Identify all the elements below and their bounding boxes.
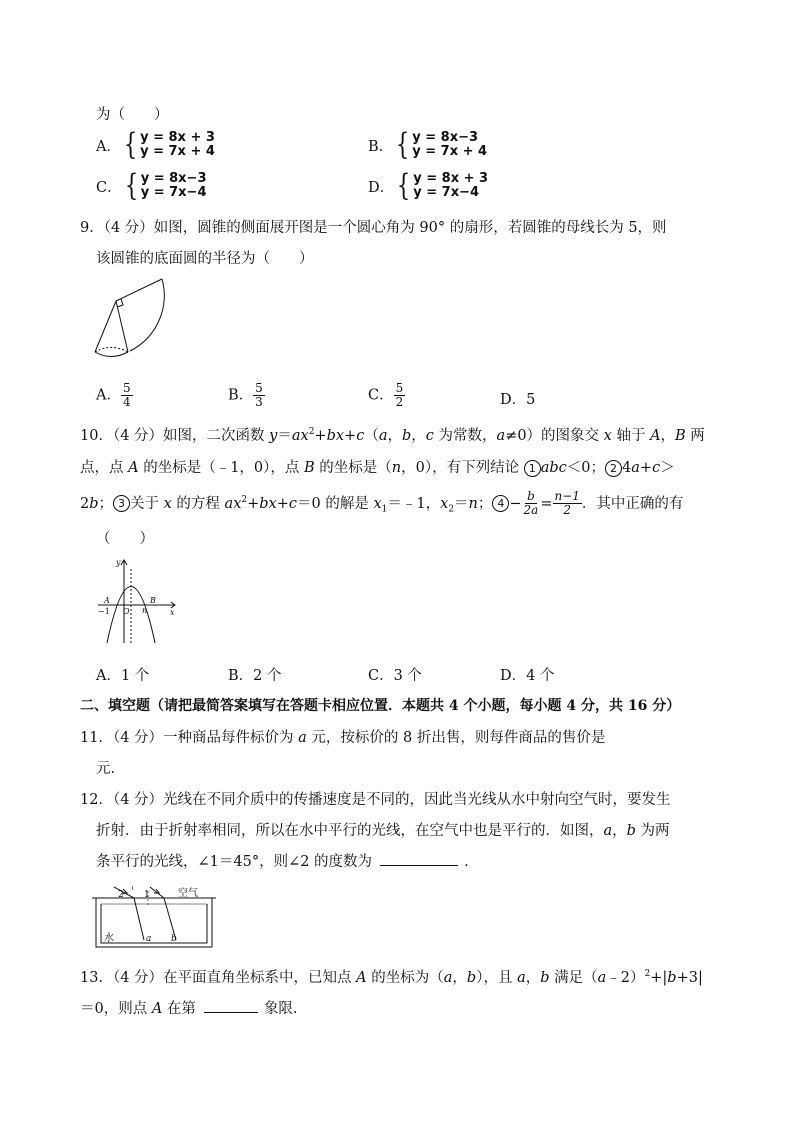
cone-slant-right <box>116 301 128 352</box>
circled-number: 2 <box>605 460 622 477</box>
answer-blank[interactable] <box>204 998 258 1013</box>
label-a: a <box>146 934 152 944</box>
option-letter: A． <box>96 138 121 155</box>
label-n: n <box>142 606 148 615</box>
q10-stem-line2: 点，点 A 的坐标是（﹣1，0），点 B 的坐标是（n，0），有下列结论 1 abc＜0； 2 4a+c＞ <box>80 460 675 476</box>
circled-number: 3 <box>113 495 130 512</box>
eq-line: y = 7x + 4 <box>140 144 215 159</box>
fraction: $\frac{5}{4}$ <box>122 381 131 409</box>
section-heading: 二、填空题（请把最简答案填写在答题卡相应位置．本题共 4 个小题，每小题 4 分，共 16 分） <box>80 698 681 714</box>
label-angle-2: 2 <box>118 890 124 900</box>
q9-stem-line1: 9．（4 分）如图，圆锥的侧面展开图是一个圆心角为 90° 的扇形，若圆锥的母线长为 5，则 <box>80 220 667 236</box>
eq-line: y = 7x−4 <box>413 185 480 200</box>
sector-radius-top <box>116 279 162 301</box>
q10-option-a[interactable]: A．1 个 <box>96 668 150 684</box>
circled-number: 4 <box>492 495 509 512</box>
light-ray-b <box>150 887 176 940</box>
q9-option-d[interactable] <box>500 388 535 409</box>
light-refraction-figure <box>92 885 218 949</box>
tank-inner <box>101 904 207 943</box>
q8-option-b[interactable] <box>368 127 488 162</box>
option-value: 5 <box>526 392 536 408</box>
eq-line: y = 8x + 3 <box>413 171 489 186</box>
option-letter: C． <box>368 387 394 404</box>
label-y: y <box>116 558 121 567</box>
option-letter: B． <box>368 138 394 155</box>
q10-option-d[interactable]: D．4 个 <box>500 668 555 684</box>
option-letter: A． <box>96 387 121 404</box>
q9-option-b[interactable] <box>228 382 265 409</box>
eq-line: y = 7x−4 <box>140 185 207 200</box>
q12-stem-line1: 12．（4 分）光线在不同介质中的传播速度是不同的，因此当光线从水中射向空气时，要发生 <box>80 792 671 808</box>
q10-stem-line4: （ ） <box>96 531 154 547</box>
eq-line: y = 8x−3 <box>140 171 207 186</box>
q9-stem-line2: 该圆锥的底面圆的半径为（ ） <box>96 251 314 267</box>
option-letter: C． <box>96 179 122 196</box>
eq-line: y = 7x + 4 <box>412 144 488 159</box>
circled-number: 1 <box>524 460 541 477</box>
eq-line: y = 8x + 3 <box>140 130 215 145</box>
label-O: O <box>123 607 130 616</box>
q12-stem-line3: 条平行的光线，∠1＝45°，则∠2 的度数为 ． <box>96 850 479 871</box>
cone-slant-left <box>95 301 116 352</box>
parabola-figure <box>96 555 180 647</box>
q10-stem-line3: 2b； 3 关于 x 的方程 $ax^2+bx+c=0$ 的解是 $x_1=﹣1$，$x_2=n$； 4 − $\frac{b}{2a}$ = $\frac{n-1}{2}$ ．其中正确的有 <box>80 489 684 518</box>
label-A: A <box>104 596 110 605</box>
option-letter: D． <box>500 392 527 408</box>
q8-option-a[interactable] <box>96 127 215 162</box>
q10-option-c[interactable]: C．3 个 <box>368 668 422 684</box>
label-x: x <box>170 608 175 617</box>
q13-stem-line2: ＝0，则点 A 在第 象限. <box>80 997 298 1018</box>
q9-option-c[interactable] <box>368 382 405 409</box>
brace-icon: { <box>397 168 411 203</box>
sector-arc <box>130 279 164 351</box>
eq-line: y = 8x−3 <box>412 130 479 145</box>
q12-stem-line2: 折射．由于折射率相同，所以在水中平行的光线，在空气中也是平行的．如图，a，b 为两 <box>96 823 670 839</box>
option-letter: B． <box>228 387 254 404</box>
brace-icon: { <box>124 168 138 203</box>
fraction: $\frac{5}{2}$ <box>395 381 404 409</box>
fraction: $\frac{n-1}{2}$ <box>554 489 580 518</box>
fraction: $\frac{b}{2a}$ <box>523 489 539 518</box>
cone-base-front <box>95 352 128 357</box>
cone-base-back <box>95 348 128 353</box>
brace-icon: { <box>123 127 138 162</box>
q8-tail: 为（ ） <box>96 107 169 123</box>
label-minus1: −1 <box>98 607 110 616</box>
q13-stem-line1: 13．（4 分）在平面直角坐标系中，已知点 A 的坐标为（a，b），且 a，b 满足（a﹣2）$^2$+|b+3| <box>80 969 703 986</box>
q8-option-c[interactable] <box>96 168 207 203</box>
fraction: $\frac{5}{3}$ <box>255 381 263 409</box>
q8-option-d[interactable] <box>368 168 489 203</box>
brace-icon: { <box>396 127 410 162</box>
cone-sector-figure <box>92 277 192 367</box>
q10-stem-line1: 10．（4 分）如图，二次函数 $y=ax^2+bx+c(a$，b，c 为常数，a≠0）的图象交 x 轴于 A，B 两 <box>80 427 705 444</box>
label-water: 水 <box>104 933 114 944</box>
label-air: 空气 <box>178 888 198 899</box>
option-letter: D． <box>368 179 395 196</box>
q9-option-a[interactable] <box>96 382 133 409</box>
q11-stem-line2: 元. <box>96 761 116 777</box>
label-B: B <box>150 596 156 605</box>
q10-option-b[interactable]: B．2 个 <box>228 668 282 684</box>
label-b: b <box>171 934 177 944</box>
q11-stem-line1: 11．（4 分）一种商品每件标价为 a 元，按标价的 8 折出售，则每件商品的售价是 <box>80 730 606 746</box>
label-angle-1: 1 <box>144 890 150 900</box>
answer-blank[interactable] <box>380 851 458 866</box>
